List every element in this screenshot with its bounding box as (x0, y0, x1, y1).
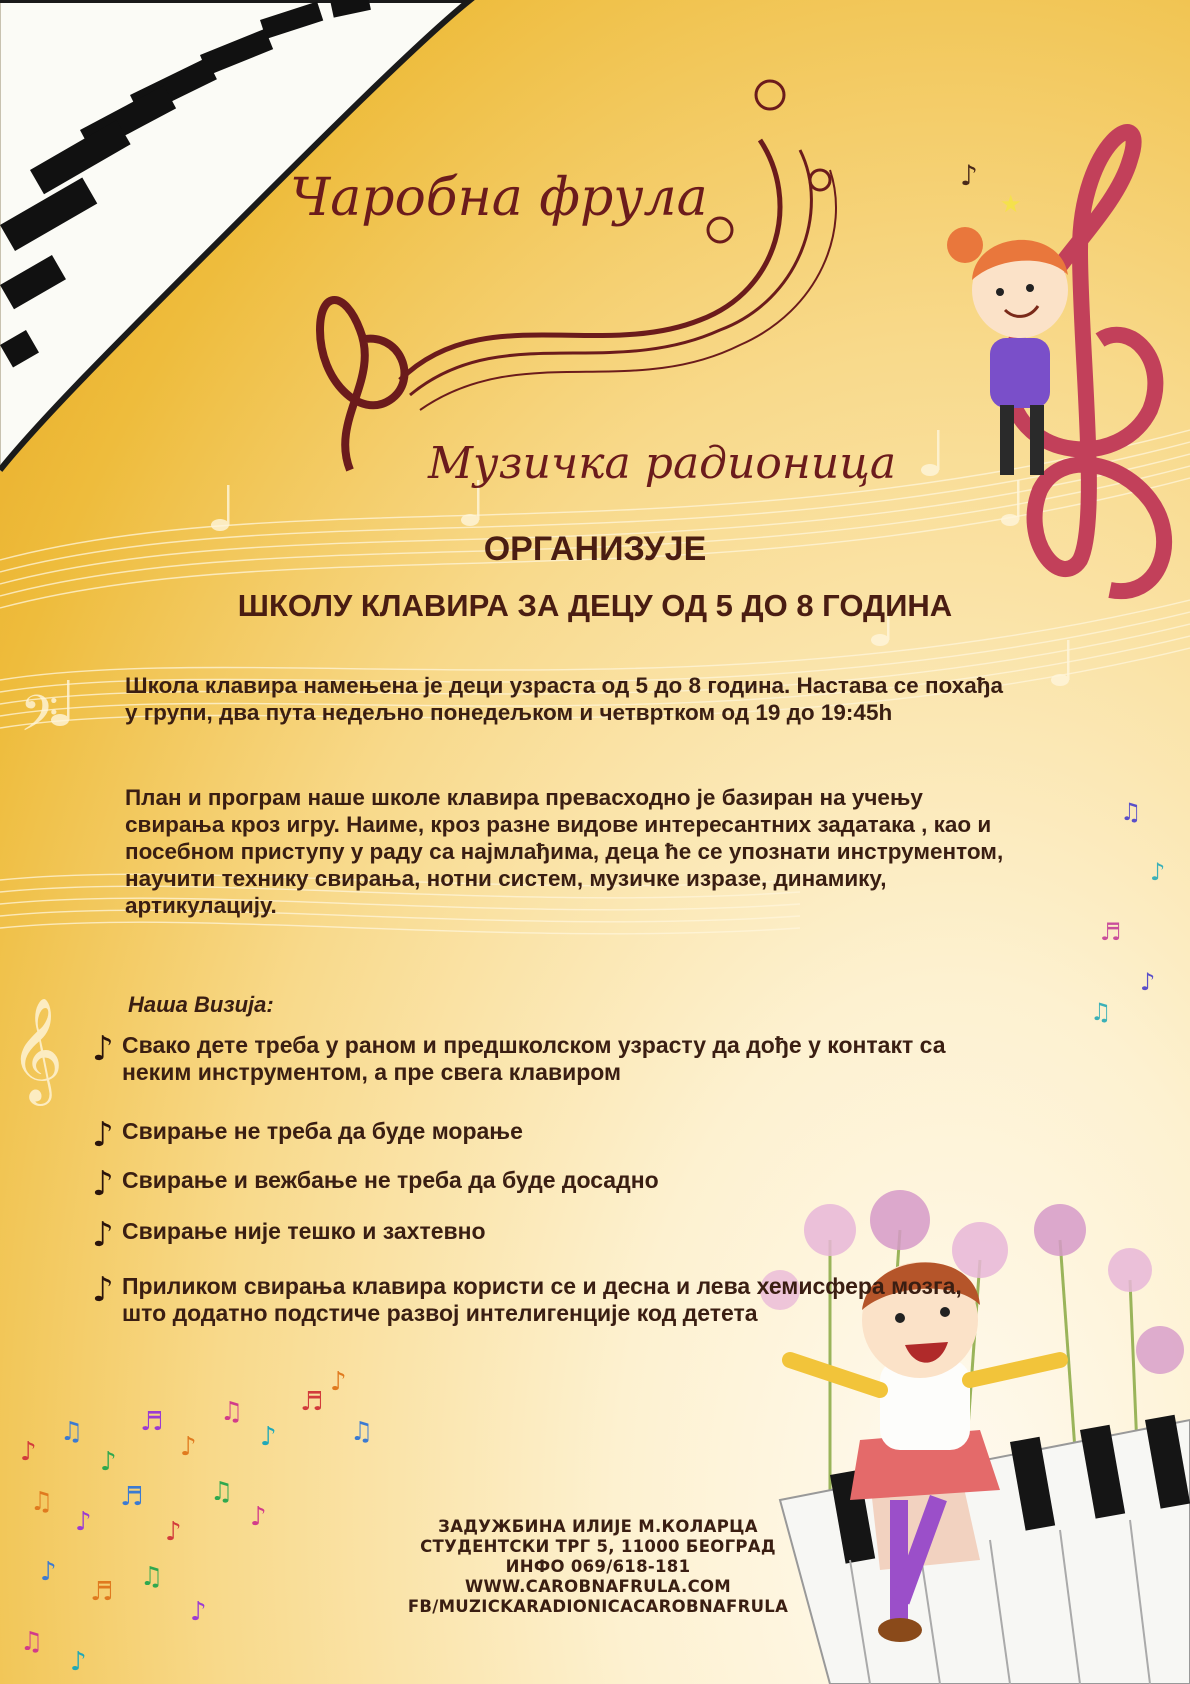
svg-text:♬: ♬ (300, 1387, 324, 1417)
svg-text:♪: ♪ (1140, 968, 1156, 996)
contact-footer (398, 1517, 798, 1617)
svg-text:♪: ♪ (100, 1447, 117, 1477)
logo-subtitle: Музичка радионица (428, 438, 897, 489)
svg-text:♫: ♫ (20, 1627, 44, 1657)
footer-facebook-link[interactable]: FB/MUZICKARADIONICACAROBNAFRULA (407, 1597, 789, 1616)
main-headline: ШКОЛУ КЛАВИРА ЗА ДЕЦУ ОД 5 ДО 8 ГОДИНА (237, 588, 953, 623)
footer-address-street: СТУДЕНТСКИ ТРГ 5, 11000 БЕОГРАД (420, 1537, 776, 1556)
svg-text:♬: ♬ (90, 1577, 114, 1607)
small-note-icon: ♪ (960, 159, 978, 192)
music-note-icon: ♪ (92, 1164, 114, 1204)
program-paragraph: План и програм наше школе клавира превасходно је базиран на учењу свирања кроз игру. Наиме, кроз разне видове интересантних задатака , као и посебном приступу у раду са најмлађима, деца ће се упознати инструментом, научити технику свирања, нотни систем, музичке изразе, динамику, артикулацију. (125, 785, 1004, 918)
svg-text:♬: ♬ (140, 1407, 164, 1437)
svg-text:♫: ♫ (140, 1562, 164, 1592)
svg-text:♬: ♬ (1100, 918, 1122, 946)
footer-phone[interactable]: ИНФО 069/618-181 (505, 1557, 691, 1576)
svg-text:♪: ♪ (20, 1437, 37, 1467)
svg-text:♫: ♫ (350, 1417, 374, 1447)
svg-text:♫: ♫ (60, 1417, 84, 1447)
logo-title: Чаробна фрула (290, 168, 708, 228)
logo-ornament (320, 81, 836, 470)
svg-text:♫: ♫ (1090, 998, 1112, 1026)
svg-text:𝄢: 𝄢 (20, 685, 59, 755)
svg-text:𝄞: 𝄞 (10, 997, 64, 1102)
vision-item (92, 1115, 992, 1155)
svg-text:♪: ♪ (190, 1597, 207, 1627)
svg-text:♪: ♪ (75, 1507, 92, 1537)
vision-item-text: Свако дете треба у раном и предшколском узрасту да дође у контакт са неким инструментом, а пре свега клавиром (122, 1032, 946, 1085)
svg-text:♪: ♪ (165, 1517, 182, 1547)
vision-item (92, 1215, 992, 1255)
svg-text:♪: ♪ (330, 1367, 347, 1397)
svg-text:♪: ♪ (40, 1557, 57, 1587)
music-note-icon: ♪ (92, 1215, 114, 1255)
vision-item-text: Свирање и вежбање не треба да буде досадно (122, 1167, 659, 1193)
svg-text:♪: ♪ (180, 1432, 197, 1462)
vision-item (92, 1164, 992, 1204)
svg-text:♪: ♪ (260, 1422, 277, 1452)
vision-item-text: Свирање није тешко и захтевно (122, 1218, 486, 1244)
svg-text:♪: ♪ (1150, 858, 1166, 886)
svg-text:♪: ♪ (70, 1647, 87, 1677)
vision-item (92, 1029, 992, 1086)
footer-website-link[interactable]: WWW.CAROBNAFRULA.COM (464, 1577, 732, 1596)
footer-address-name: ЗАДУЖБИНА ИЛИЈЕ М.КОЛАРЦА (438, 1517, 758, 1536)
svg-text:♪: ♪ (250, 1502, 267, 1532)
piano-keyboard-icon (0, 0, 470, 470)
vision-title: Наша Визија: (128, 992, 274, 1017)
notes-right-decoration (1090, 798, 1165, 1026)
svg-text:♫: ♫ (1120, 798, 1142, 826)
vision-item (92, 1270, 992, 1327)
music-note-icon: ♪ (92, 1029, 114, 1069)
svg-text:♬: ♬ (120, 1482, 144, 1512)
vision-item-text: Приликом свирања клавира користи се и десна и лева хемисфера мозга, што додатно подстиче развој интелигенције код детета (122, 1273, 962, 1326)
svg-text:♫: ♫ (220, 1397, 244, 1427)
intro-paragraph: Школа клавира намењена је деци узраста од 5 до 8 година. Настава се похађа у групи, два пута недељно понедељком и четвртком од 19 до 19:45h (125, 673, 1004, 725)
svg-text:♫: ♫ (210, 1477, 234, 1507)
organizes-heading: ОРГАНИЗУЈЕ (483, 530, 707, 568)
svg-text:♫: ♫ (30, 1487, 54, 1517)
music-note-icon: ♪ (92, 1270, 114, 1310)
vision-item-text: Свирање не треба да буде морање (122, 1118, 523, 1144)
colorful-notes-decoration (20, 1367, 373, 1677)
music-note-icon: ♪ (92, 1115, 114, 1155)
star-icon: ★ (1000, 190, 1022, 218)
